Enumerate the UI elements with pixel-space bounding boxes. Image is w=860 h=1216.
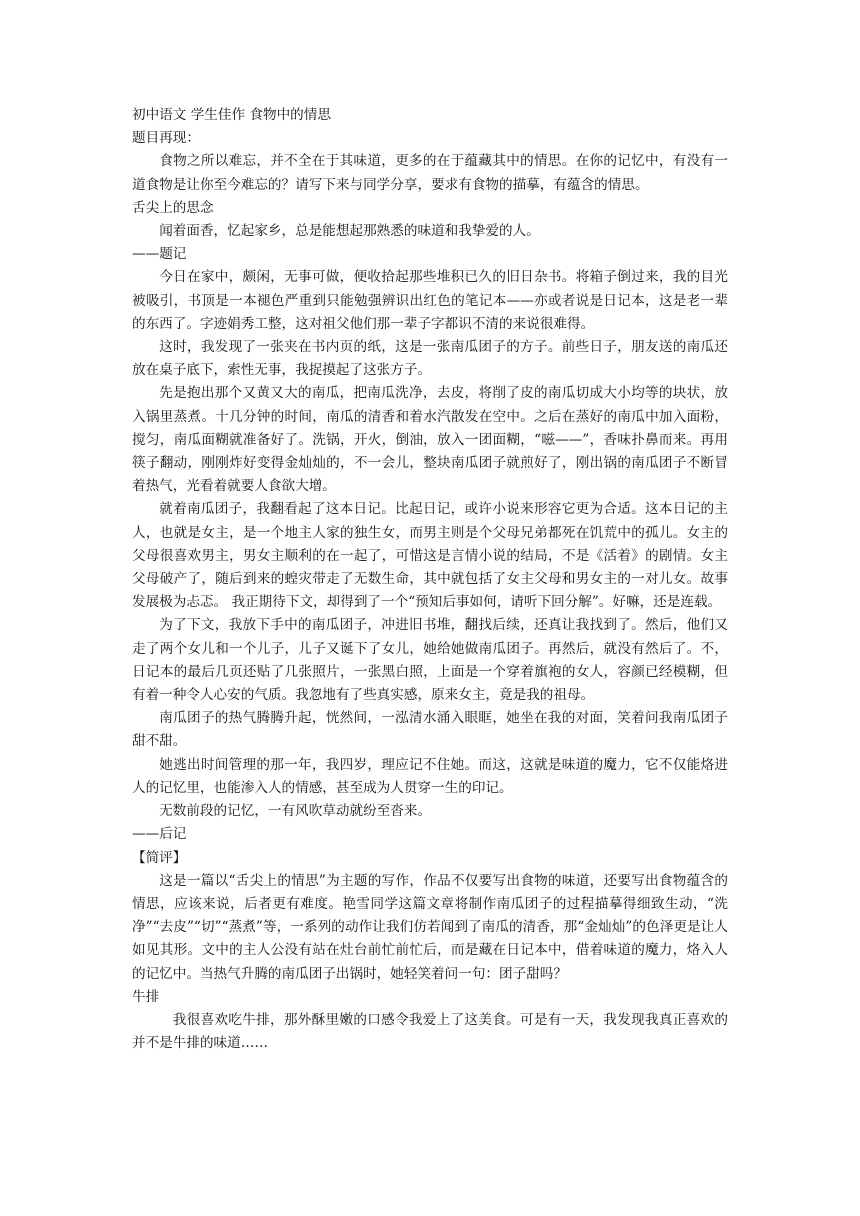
essay1-paragraph: 先是抱出那个又黄又大的南瓜，把南瓜洗净，去皮，将削了皮的南瓜切成大小均等的块状，放入锅里蒸煮。十几分钟的时间，南瓜的清香和着水汽散发在空中。之后在蒸好的南瓜中加入面粉，搅匀，南瓜面糊就准备好了。洗锅，开火，倒油，放入一团面糊，“嗞——”，香味扑鼻而来。再用筷子翻动，刚刚炸好变得金灿灿的，不一会儿，整块南瓜团子就煎好了，刚出锅的南瓜团子不断冒着热气，光看着就要人食欲大增。 [132, 385, 728, 495]
document-title: 初中语文 学生佳作 食物中的情思 [132, 107, 331, 123]
essay1-paragraph: 无数前段的记忆，一有风吹草动就纷至沓来。 [159, 803, 432, 820]
essay1-paragraph: 这时，我发现了一张夹在书内页的纸，这是一张南瓜团子的方子。前些日子，朋友送的南瓜还放在桌子底下，索性无事，我捉摸起了这张方子。 [132, 339, 728, 379]
prompt-heading: 题目再现： [132, 130, 200, 147]
essay1-paragraph: 就着南瓜团子，我翻看起了这本日记。比起日记，或许小说来形容它更为合适。这本日记的主人，也就是女主，是一个地主人家的独生女，而男主则是个父母兄弟都死在饥荒中的孤儿。女主的父母很喜欢男主，男女主顺利的在一起了，可惜这是言情小说的结局，不是《活着》的剧情。女主父母破产了，随后到来的蝗灾带走了无数生命，其中就包括了女主父母和男女主的一对儿女。故事发展极为忐忑。 我正期待下文，却得到了一个“预知后事如何，请听下回分解”。好嘛，还是连载。 [132, 501, 728, 611]
essay1-paragraph: 为了下文，我放下手中的南瓜团子，冲进旧书堆，翻找后续，还真让我找到了。然后，他们又走了两个女儿和一个儿子，儿子又诞下了女儿，她给她做南瓜团子。再然后，就没有然后了。不，日记本的最后几页还贴了几张照片，一张黑白照，上面是一个穿着旗袍的女人，容颜已经模糊，但有着一种令人心安的气质。我忽地有了些真实感，原来女主，竟是我的祖母。 [132, 617, 728, 704]
document-page [132, 104, 728, 1055]
review-heading: 【简评】 [132, 849, 187, 866]
afterword-label: ——后记 [132, 826, 187, 843]
review-text: 这是一篇以“舌尖上的情思”为主题的写作，作品不仅要写出食物的味道，还要写出食物蕴含的情思，应该来说，后者更有难度。艳雪同学这篇文章将制作南瓜团子的过程描摹得细致生动，“洗净”“去皮”“切”“蒸煮”等，一系列的动作让我们仿若闻到了南瓜的清香，那“金灿灿”的色泽更是让人如见其形。文中的主人公没有站在灶台前忙前忙后，而是藏在日记本中，借着味道的魔力，烙入人的记忆中。当热气升腾的南瓜团子出锅时，她轻笑着问一句：团子甜吗？ [132, 872, 728, 982]
essay1-epigraph: 闻着面香，忆起家乡，总是能想起那熟悉的味道和我挚爱的人。 [159, 223, 540, 240]
essay1-paragraph: 南瓜团子的热气腾腾升起，恍然间，一泓清水涌入眼眶，她坐在我的对面，笑着问我南瓜团子甜不甜。 [132, 710, 728, 750]
essay2-title: 牛排 [132, 988, 160, 1005]
epigraph-label: ——题记 [132, 246, 187, 263]
prompt-text: 食物之所以难忘，并不全在于其味道，更多的在于蕴藏其中的情思。在你的记忆中，有没有一道食物是让你至今难忘的？请写下来与同学分享，要求有食物的描摹，有蕴含的情思。 [132, 153, 728, 193]
essay1-paragraph: 她逃出时间管理的那一年，我四岁，理应记不住她。而这，这就是味道的魔力，它不仅能烙进人的记忆里，也能渗入人的情感，甚至成为人贯穿一生的印记。 [132, 756, 728, 796]
essay1-title: 舌尖上的思念 [132, 199, 214, 216]
essay2-opening: 我很喜欢吃牛排，那外酥里嫩的口感令我爱上了这美食。可是有一天，我发现我真正喜欢的并不是牛排的味道…… [132, 1011, 728, 1052]
essay1-paragraph: 今日在家中，颇闲，无事可做，便收拾起那些堆积已久的旧日杂书。将箱子倒过来，我的目光被吸引，书顶是一本褪色严重到只能勉强辨识出红色的笔记本——亦或者说是日记本，这是老一辈的东西了。字迹娟秀工整，这对祖父他们那一辈子字都识不清的来说很难得。 [132, 269, 728, 332]
